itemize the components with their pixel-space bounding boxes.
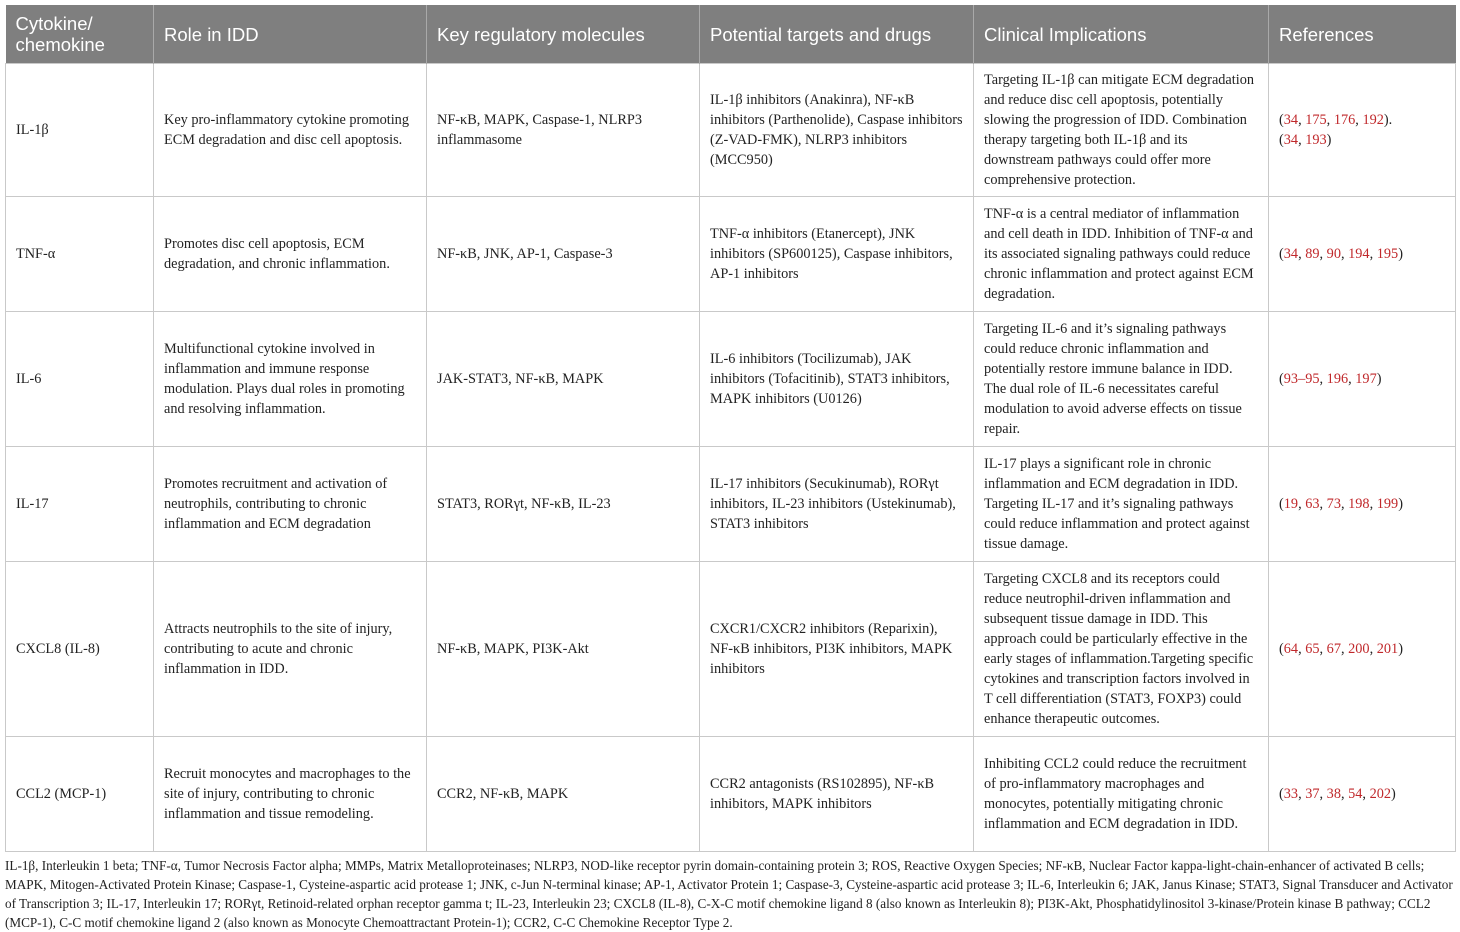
cell-targets: IL-17 inhibitors (Secukinumab), RORγt inhibitors, IL-23 inhibitors (Ustekinumab), STAT3 inhibitors <box>700 447 974 562</box>
cell-references: (19, 63, 73, 198, 199) <box>1269 447 1456 562</box>
reference-link[interactable]: 63 <box>1305 496 1320 512</box>
reference-link[interactable]: 54 <box>1348 786 1363 802</box>
cell-implications: Targeting IL-1β can mitigate ECM degradation and reduce disc cell apoptosis, potentially slowing the progression of IDD. Combination therapy targeting both IL-1β and its downstream pathways could offer more comprehensive protection. <box>974 64 1269 197</box>
cell-cytokine: IL-6 <box>6 312 154 447</box>
reference-link[interactable]: 38 <box>1326 786 1341 802</box>
reference-link[interactable]: 64 <box>1283 641 1299 657</box>
header-targets: Potential targets and drugs <box>700 5 974 64</box>
reference-link[interactable]: 67 <box>1326 641 1341 657</box>
reference-link[interactable]: 65 <box>1305 641 1320 657</box>
cell-references: (33, 37, 38, 54, 202) <box>1269 737 1456 852</box>
table-header <box>6 5 1456 64</box>
reference-link[interactable]: 90 <box>1326 246 1341 262</box>
header-cytokine <box>6 5 154 64</box>
cell-role: Attracts neutrophils to the site of injury, contributing to acute and chronic inflammation in IDD. <box>154 562 427 737</box>
cell-role: Promotes recruitment and activation of neutrophils, contributing to chronic inflammation and ECM degradation <box>154 447 427 562</box>
reference-link[interactable]: 202 <box>1369 786 1392 802</box>
table-row <box>6 64 1456 197</box>
reference-link[interactable]: 197 <box>1355 371 1377 387</box>
reference-link[interactable]: 193 <box>1305 132 1327 148</box>
cell-implications: IL-17 plays a significant role in chronic inflammation and ECM degradation in IDD. Targeting IL-17 and it’s signaling pathways could reduce inflammation and protect against tissue damage. <box>974 447 1269 562</box>
reference-link[interactable]: 34 <box>1283 246 1299 262</box>
cell-cytokine: CXCL8 (IL-8) <box>6 562 154 737</box>
header-cytokine-line1: Cytokine/ <box>15 13 93 34</box>
cell-molecules: JAK-STAT3, NF-κB, MAPK <box>427 312 700 447</box>
cell-molecules: CCR2, NF-κB, MAPK <box>427 737 700 852</box>
cell-targets: IL-1β inhibitors (Anakinra), NF-κB inhibitors (Parthenolide), Caspase inhibitors (Z-VAD-FMK), NLRP3 inhibitors (MCC950) <box>700 64 974 197</box>
reference-link[interactable]: 198 <box>1348 496 1370 512</box>
reference-link[interactable]: 175 <box>1305 112 1327 128</box>
header-row <box>6 5 1456 64</box>
reference-link[interactable]: 34 <box>1283 112 1299 128</box>
reference-link[interactable]: 199 <box>1376 496 1399 512</box>
reference-link[interactable]: 89 <box>1305 246 1320 262</box>
header-implications: Clinical Implications <box>974 5 1269 64</box>
cell-role: Multifunctional cytokine involved in inflammation and immune response modulation. Plays dual roles in promoting and resolving inflammation. <box>154 312 427 447</box>
header-molecules: Key regulatory molecules <box>427 5 700 64</box>
cell-role: Recruit monocytes and macrophages to the site of injury, contributing to chronic inflammation and tissue remodeling. <box>154 737 427 852</box>
reference-link[interactable]: 196 <box>1326 371 1349 387</box>
cell-role: Promotes disc cell apoptosis, ECM degradation, and chronic inflammation. <box>154 197 427 312</box>
cell-role: Key pro-inflammatory cytokine promoting ECM degradation and disc cell apoptosis. <box>154 64 427 197</box>
cell-cytokine: IL-17 <box>6 447 154 562</box>
cell-references: (93–95, 196, 197) <box>1269 312 1456 447</box>
cytokine-table <box>5 5 1456 852</box>
reference-link[interactable]: 37 <box>1305 786 1320 802</box>
reference-link[interactable]: 200 <box>1348 641 1370 657</box>
table-row <box>6 197 1456 312</box>
cell-targets: IL-6 inhibitors (Tocilizumab), JAK inhibitors (Tofacitinib), STAT3 inhibitors, MAPK inhibitors (U0126) <box>700 312 974 447</box>
cell-targets: CCR2 antagonists (RS102895), NF-κB inhibitors, MAPK inhibitors <box>700 737 974 852</box>
cell-molecules: NF-κB, MAPK, Caspase-1, NLRP3 inflammasome <box>427 64 700 197</box>
cell-implications: Targeting IL-6 and it’s signaling pathways could reduce chronic inflammation and potentially restore immune balance in IDD. The dual role of IL-6 necessitates careful modulation to avoid adverse effects on tissue repair. <box>974 312 1269 447</box>
reference-link[interactable]: 192 <box>1362 112 1384 128</box>
table-body <box>6 64 1456 852</box>
cell-references: (64, 65, 67, 200, 201) <box>1269 562 1456 737</box>
reference-link[interactable]: 33 <box>1283 786 1299 802</box>
table-row <box>6 737 1456 852</box>
cell-targets: CXCR1/CXCR2 inhibitors (Reparixin), NF-κB inhibitors, PI3K inhibitors, MAPK inhibitors <box>700 562 974 737</box>
cell-implications: Inhibiting CCL2 could reduce the recruitment of pro-inflammatory macrophages and monocytes, potentially mitigating chronic inflammation and ECM degradation in IDD. <box>974 737 1269 852</box>
reference-link[interactable]: 73 <box>1326 496 1341 512</box>
reference-link[interactable]: 195 <box>1376 246 1399 262</box>
cell-cytokine: CCL2 (MCP-1) <box>6 737 154 852</box>
cell-references: (34, 175, 176, 192). (34, 193) <box>1269 64 1456 197</box>
cell-cytokine: IL-1β <box>6 64 154 197</box>
cell-molecules: STAT3, RORγt, NF-κB, IL-23 <box>427 447 700 562</box>
reference-link[interactable]: 194 <box>1348 246 1370 262</box>
header-cytokine-line2: chemokine <box>15 34 105 55</box>
cell-cytokine: TNF-α <box>6 197 154 312</box>
table-row <box>6 312 1456 447</box>
reference-link[interactable]: 176 <box>1333 112 1356 128</box>
cell-references: (34, 89, 90, 194, 195) <box>1269 197 1456 312</box>
cell-molecules: NF-κB, MAPK, PI3K-Akt <box>427 562 700 737</box>
reference-link[interactable]: 93–95 <box>1283 371 1320 387</box>
cell-molecules: NF-κB, JNK, AP-1, Caspase-3 <box>427 197 700 312</box>
header-references: References <box>1269 5 1456 64</box>
reference-link[interactable]: 34 <box>1283 132 1299 148</box>
reference-link[interactable]: 19 <box>1283 496 1299 512</box>
table-row <box>6 562 1456 737</box>
table-row <box>6 447 1456 562</box>
header-role: Role in IDD <box>154 5 427 64</box>
table-footnote: IL-1β, Interleukin 1 beta; TNF-α, Tumor Necrosis Factor alpha; MMPs, Matrix Metalloproteinases; NLRP3, NOD-like receptor pyrin domain-containing protein 3; ROS, Reactive Oxygen Species; NF-κB, Nuclear Factor kappa-light-chain-enhancer of activated B cells; MAPK, Mitogen-Activated Protein Kinase; Caspase-1, Cysteine-aspartic acid protease 1; JNK, c-Jun N-terminal kinase; AP-1, Activator Protein 1; Caspase-3, Cysteine-aspartic acid protease 3; IL-6, Interleukin 6; JAK, Janus Kinase; STAT3, Signal Transducer and Activator of Transcription 3; IL-17, Interleukin 17; RORγt, Retinoid-related orphan receptor gamma t; IL-23, Interleukin 23; CXCL8 (IL-8), C-X-C motif chemokine ligand 8 (also known as Interleukin 8); PI3K-Akt, Phosphatidylinositol 3-kinase/Protein kinase B pathway; CCL2 (MCP-1), C-C motif chemokine ligand 2 (also known as Monocyte Chemoattractant Protein-1); CCR2, C-C Chemokine Receptor Type 2. <box>5 858 1453 930</box>
cell-implications: Targeting CXCL8 and its receptors could reduce neutrophil-driven inflammation and subsequent tissue damage in IDD. This approach could be particularly effective in the early stages of inflammation.Targeting specific cytokines and transcription factors involved in T cell differentiation (STAT3, FOXP3) could enhance therapeutic outcomes. <box>974 562 1269 737</box>
cell-implications: TNF-α is a central mediator of inflammation and cell death in IDD. Inhibition of TNF-α and its associated signaling pathways could reduce chronic inflammation and protect against ECM degradation. <box>974 197 1269 312</box>
reference-link[interactable]: 201 <box>1376 641 1399 657</box>
cell-targets: TNF-α inhibitors (Etanercept), JNK inhibitors (SP600125), Caspase inhibitors, AP-1 inhibitors <box>700 197 974 312</box>
